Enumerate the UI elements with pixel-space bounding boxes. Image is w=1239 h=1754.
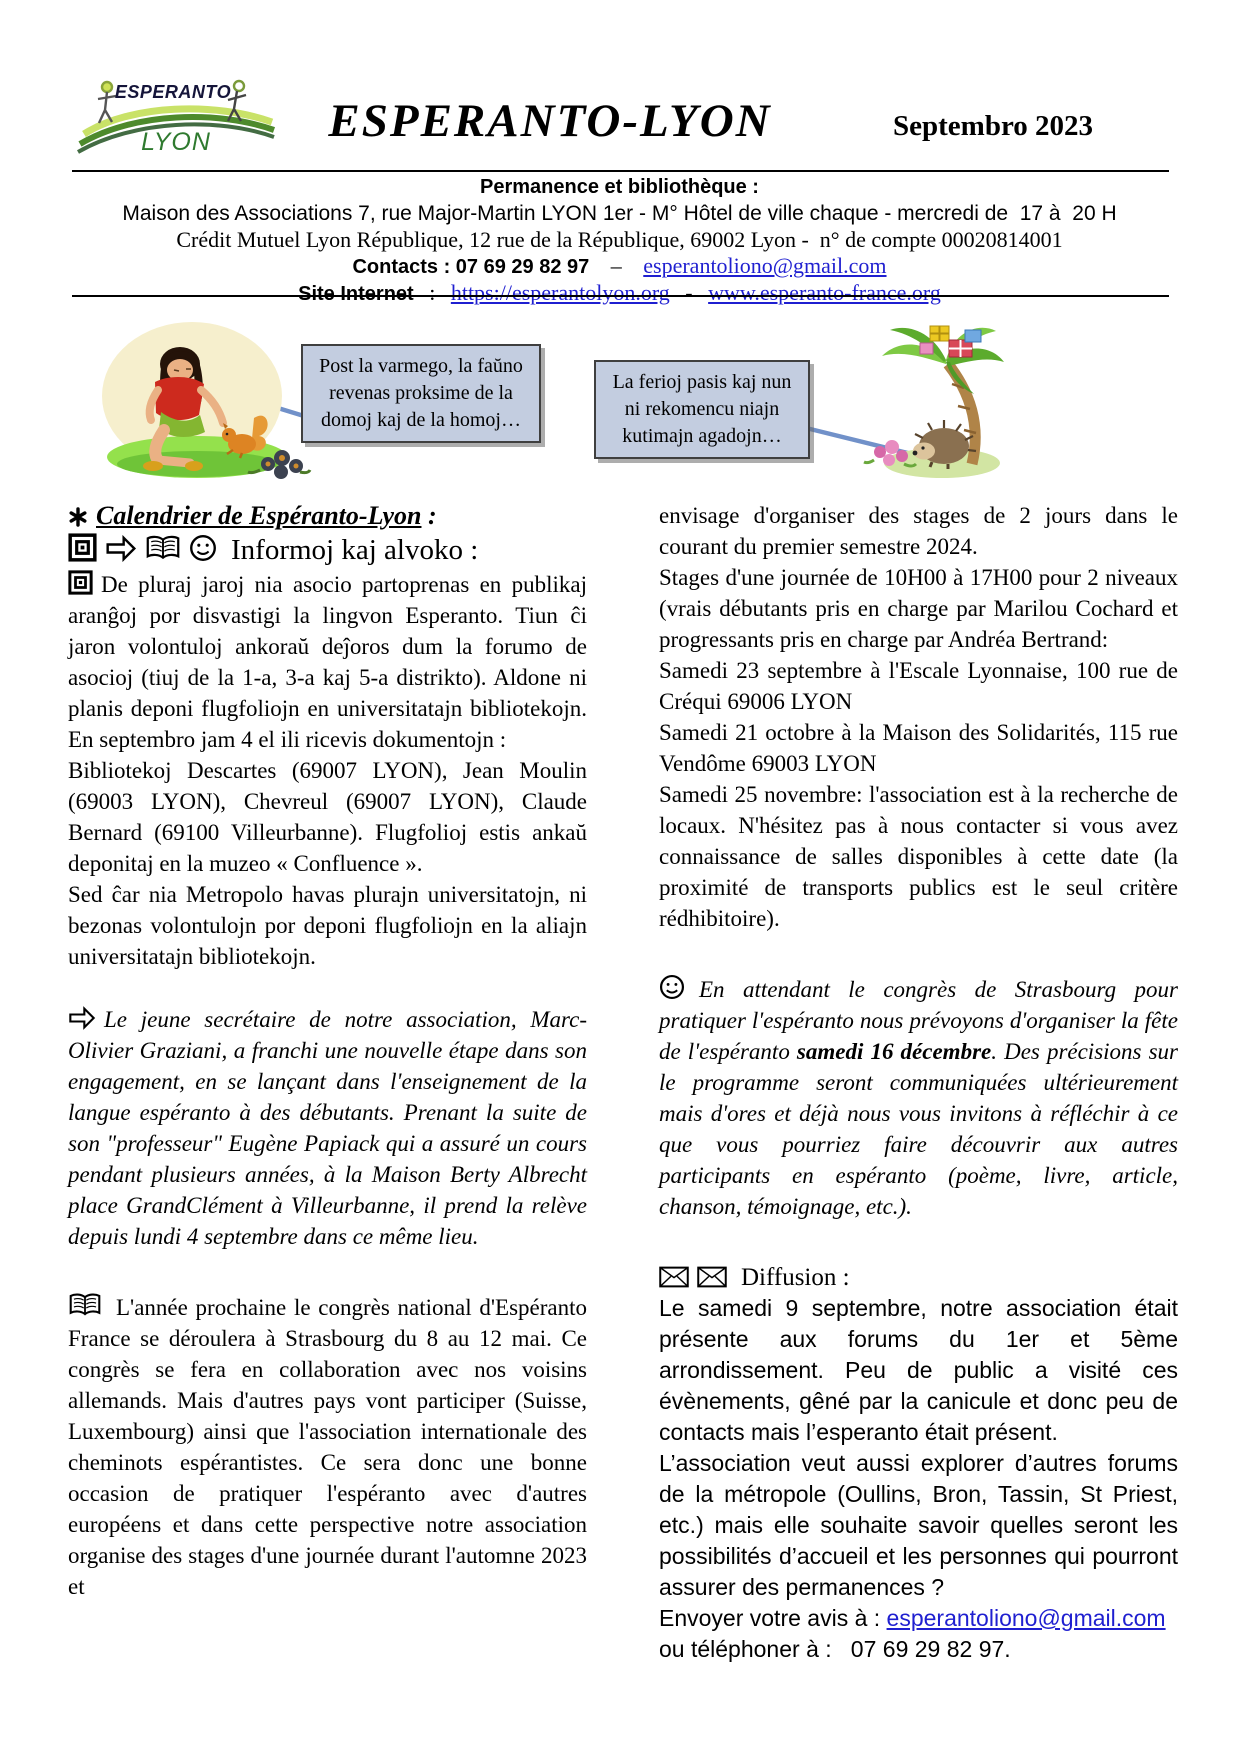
contacts-line bbox=[0, 253, 1239, 280]
header-rule-bottom bbox=[72, 295, 1169, 297]
paragraph-metropole: L’association veut aussi explorer d’autres forums de la métropole (Oullins, Bron, Tassin, St Priest, etc.) mais elle souhaite savoir quelles seront les possibilités d’accueil et les personnes qui pourront assurer des permanences ? bbox=[659, 1450, 1178, 1600]
paragraph-stages-suite: envisage d'organiser des stages de 2 jours dans le courant du premier semestre 2024. bbox=[659, 503, 1178, 559]
smiley-icon bbox=[189, 534, 217, 562]
site-colon: : bbox=[429, 280, 436, 305]
avis-email-link[interactable]: esperantoliono@gmail.com bbox=[886, 1605, 1166, 1631]
paragraph-forums: Le samedi 9 septembre, notre association était présente aux forums du 1er et 5ème arrondissement. Peu de public a visité ces évènements, gêné par la canicule et donc peu de contacts mais l’esperanto était présent. bbox=[659, 1295, 1178, 1445]
paragraph-congres bbox=[68, 1292, 587, 1602]
paragraph-fete bbox=[659, 974, 1178, 1222]
header-rule-top bbox=[72, 170, 1169, 172]
paragraph-avis bbox=[659, 1603, 1178, 1634]
contacts-label: Contacts : 07 69 29 82 97 bbox=[352, 256, 590, 278]
paragraph-informoj-text: De pluraj jaroj nia asocio partoprenas en publikaj aranĝoj por disvastigi la lingvon Esperanto. Tiun ĉi jaron volontuloj ankoraŭ deĵoros dum la forumo de asocioj (tiuj de la 1-a, 3-a kaj 5-a distrikto). Aldone ni planis deponi flugfoliojn en universitatajn bibliotekojn. En septembro jam 4 el ili ricevis dokumentojn : bbox=[68, 572, 587, 752]
site-separator: - bbox=[685, 280, 693, 305]
speech-bubble-right-text: La ferioj pasis kaj nun ni rekomencu niajn kutimajn agadojn… bbox=[612, 371, 792, 447]
right-column bbox=[659, 500, 1178, 1665]
site-link-esperantolyon[interactable]: https://esperantolyon.org bbox=[450, 280, 670, 305]
header-info-block bbox=[0, 175, 1239, 307]
nested-square-icon bbox=[68, 570, 93, 595]
paragraph-informoj bbox=[68, 569, 587, 755]
palm-and-hedgehog-image bbox=[852, 310, 1010, 487]
issue-date: Septembro 2023 bbox=[893, 110, 1094, 142]
paragraph-telephone: ou téléphoner à : 07 69 29 82 97. bbox=[659, 1636, 1011, 1662]
paragraph-metropolo: Sed ĉar nia Metropolo havas plurajn universitatojn, ni bezonas volontulojn por deponi flugfoliojn en la aliajn universitatajn bibliotekojn. bbox=[68, 882, 587, 969]
bank-line: Crédit Mutuel Lyon République, 12 rue de la République, 69002 Lyon - n° de compte 00020814001 bbox=[176, 227, 1063, 252]
arrow-right-icon bbox=[105, 535, 137, 562]
page-title: ESPERANTO-LYON bbox=[328, 95, 772, 147]
speech-bubble-left bbox=[301, 344, 541, 443]
calendar-section-title-text: Calendrier de Espéranto-Lyon bbox=[96, 501, 422, 530]
paragraph-congres-text: L'année prochaine le congrès national d'Espéranto France se déroulera à Strasbourg du 8 au 12 mai. Ce congrès se fera en collaboration avec nos voisins allemands. Mais d'autres pays vont participer (Suisse, Luxembourg) ainsi que l'association internationale des cheminots espérantistes. Ce sera donc une bonne occasion de pratiquer l'espéranto avec d'autres européens et dans cette perspective notre association organise des stages d'une journée durant l'automne 2023 et bbox=[68, 1295, 587, 1599]
open-book-icon bbox=[68, 1292, 102, 1318]
smiley-icon bbox=[659, 974, 685, 1000]
calendar-section-title-colon: : bbox=[421, 501, 437, 530]
contacts-separator: – bbox=[610, 253, 622, 278]
site-line bbox=[0, 280, 1239, 307]
left-column bbox=[68, 500, 587, 1665]
site-link-esperanto-france[interactable]: www.esperanto-france.org bbox=[708, 280, 941, 305]
info-heading bbox=[68, 531, 587, 569]
open-book-icon bbox=[145, 534, 181, 562]
envelope-icon bbox=[659, 1266, 689, 1288]
nested-square-icon bbox=[68, 533, 97, 562]
illustration-band bbox=[0, 308, 1239, 504]
logo-brand-text: ESPERANTO bbox=[114, 82, 232, 102]
asterisk-icon bbox=[68, 507, 88, 527]
speech-bubble-left-text: Post la varmego, la faŭno revenas proksime de la domoj kaj de la homoj… bbox=[319, 355, 523, 431]
paragraph-fete-part2: . Des précisions sur le programme seront communiquées ultérieurement mais d'ores et déjà nous vous invitons à réfléchir à ce que vous pourriez faire découvrir aux autres participants en espéranto (poème, livre, article, chanson, témoignage, etc.). bbox=[659, 1039, 1178, 1219]
address-line: Maison des Associations 7, rue Major-Martin LYON 1er - M° Hôtel de ville chaque - mercredi de 17 à 20 H bbox=[122, 202, 1117, 225]
paragraph-samedi-23: Samedi 23 septembre à l'Escale Lyonnaise, 100 rue de Créqui 69006 LYON bbox=[659, 658, 1178, 714]
site-label: Site Internet bbox=[298, 283, 414, 305]
permanence-heading: Permanence et bibliothèque : bbox=[480, 176, 759, 198]
girl-and-squirrel-image bbox=[92, 314, 312, 489]
contact-email-link[interactable]: esperantoliono@gmail.com bbox=[643, 253, 887, 278]
paragraph-stages-journee: Stages d'une journée de 10H00 à 17H00 pour 2 niveaux (vrais débutants pris en charge par Marilou Cochard et progressants pris en charge par Andréa Bertrand: bbox=[659, 565, 1178, 652]
diffusion-heading bbox=[659, 1262, 1178, 1293]
paragraph-secretaire-text: Le jeune secrétaire de notre association, Marc-Olivier Graziani, a franchi une nouvelle étape dans son engagement, en se lançant dans l'enseignement de la langue espéranto à des débutants. Prenant la suite de son "professeur" Eugène Papiack qui a assuré un cours pendant plusieurs années, à la Maison Berty Albrecht place GrandClément à Villeurbanne, il prend la relève depuis lundi 4 septembre dans ce même lieu. bbox=[68, 1007, 587, 1249]
fete-date-bold: samedi 16 décembre bbox=[796, 1039, 992, 1064]
paragraph-secretaire bbox=[68, 1004, 587, 1252]
body-columns bbox=[68, 500, 1178, 1665]
logo-graphic bbox=[76, 70, 276, 164]
info-heading-text: Informoj kaj alvoko : bbox=[231, 534, 479, 566]
avis-label: Envoyer votre avis à : bbox=[659, 1605, 887, 1631]
envelope-icon bbox=[697, 1266, 727, 1288]
association-logo bbox=[76, 70, 276, 169]
diffusion-heading-text: Diffusion : bbox=[741, 1264, 850, 1291]
paragraph-samedi-21: Samedi 21 octobre à la Maison des Solidarités, 115 rue Vendôme 69003 LYON bbox=[659, 720, 1178, 776]
arrow-right-icon bbox=[68, 1006, 96, 1030]
paragraph-fete-part1: En attendant le congrès de Strasbourg pour pratiquer l'espéranto nous prévoyons d'organiser la fête de l'espéranto bbox=[659, 977, 1178, 1064]
paragraph-bibliotekoj: Bibliotekoj Descartes (69007 LYON), Jean Moulin (69003 LYON), Chevreul (69007 LYON), Claude Bernard (69100 Villeurbanne). Flugfolioj estis ankaŭ deponitaj en la muzeo « Confluence ». bbox=[68, 758, 587, 876]
paragraph-samedi-25: Samedi 25 novembre: l'association est à la recherche de locaux. N'hésitez pas à nous contacter si vous avez connaissance de salles disponibles à cette date (la proximité de transports publics est le seul critère rédhibitoire). bbox=[659, 782, 1178, 931]
logo-city-text: LYON bbox=[141, 128, 211, 156]
calendar-section-title bbox=[68, 500, 587, 531]
speech-bubble-right bbox=[594, 360, 810, 459]
